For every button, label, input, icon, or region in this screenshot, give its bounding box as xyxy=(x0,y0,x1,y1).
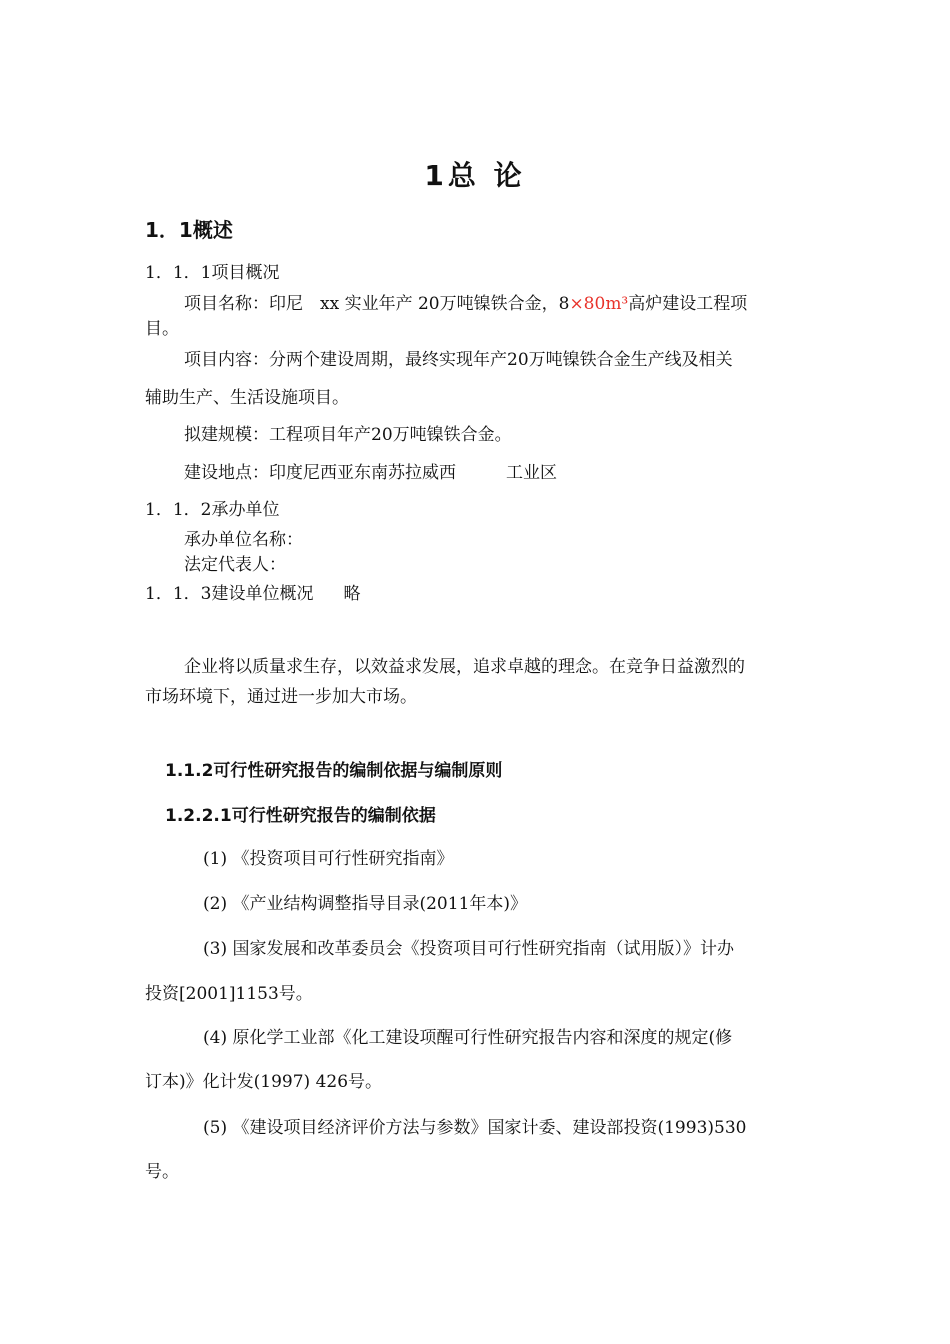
corporate-text-line-1: 企业将以质量求生存，以效益求发展，追求卓越的理念。在竞争日益激烈的 xyxy=(184,657,745,677)
reference-item-1: (1) 《投资项目可行性研究指南》 xyxy=(203,849,454,869)
furnace-spec: ×80m³ xyxy=(569,294,629,314)
section-heading-overview: 1．1概述 xyxy=(145,218,233,242)
subsection-undertaking-unit: 1．1．2承办单位 xyxy=(145,500,280,520)
project-name-text-end: 高炉建设工程项 xyxy=(628,294,748,314)
subsection-project-overview: 1．1．1项目概况 xyxy=(145,263,280,283)
section-heading-basis: 1.2.2.1可行性研究报告的编制依据 xyxy=(165,806,436,826)
project-content-line-2: 辅助生产、生活设施项目。 xyxy=(145,388,349,408)
corporate-text-line-2: 市场环境下，通过进一步加大市场。 xyxy=(145,687,417,707)
legal-representative: 法定代表人： xyxy=(184,555,286,575)
section-heading-basis-principles: 1.1.2可行性研究报告的编制依据与编制原则 xyxy=(165,761,503,781)
construction-unit-heading: 1．1．3建设单位概况 xyxy=(145,584,314,604)
subsection-construction-unit xyxy=(145,583,360,605)
reference-item-4-line-1: (4) 原化学工业部《化工建设项醒可行性研究报告内容和深度的规定(修 xyxy=(203,1028,733,1048)
project-name-text: 项目名称：印尼 xx 实业年产 20万吨镍铁合金，8 xyxy=(184,294,570,314)
chapter-title: 1总 论 xyxy=(424,159,526,192)
reference-item-4-line-2: 订本)》化计发(1997) 426号。 xyxy=(145,1072,383,1092)
undertaking-unit-name: 承办单位名称： xyxy=(184,530,303,550)
project-scale: 拟建规模：工程项目年产20万吨镍铁合金。 xyxy=(184,425,512,445)
reference-item-5-line-1: (5) 《建设项目经济评价方法与参数》国家计委、建设部投资(1993)530 xyxy=(203,1118,747,1138)
project-location-text: 建设地点：印度尼西亚东南苏拉威西 xyxy=(184,463,456,483)
omitted-note: 略 xyxy=(343,584,361,604)
project-name-continuation: 目。 xyxy=(145,319,179,339)
reference-item-5-line-2: 号。 xyxy=(145,1162,179,1182)
project-location xyxy=(184,462,557,484)
reference-item-2: (2) 《产业结构调整指导目录(2011年本)》 xyxy=(203,894,528,914)
reference-item-3-line-1: (3) 国家发展和改革委员会《投资项目可行性研究指南（试用版）》计办 xyxy=(203,939,734,959)
industrial-zone: 工业区 xyxy=(506,463,557,483)
project-name-line xyxy=(184,293,747,315)
project-content-line-1: 项目内容：分两个建设周期，最终实现年产20万吨镍铁合金生产线及相关 xyxy=(184,350,733,370)
reference-item-3-line-2: 投资[2001]1153号。 xyxy=(145,984,313,1004)
